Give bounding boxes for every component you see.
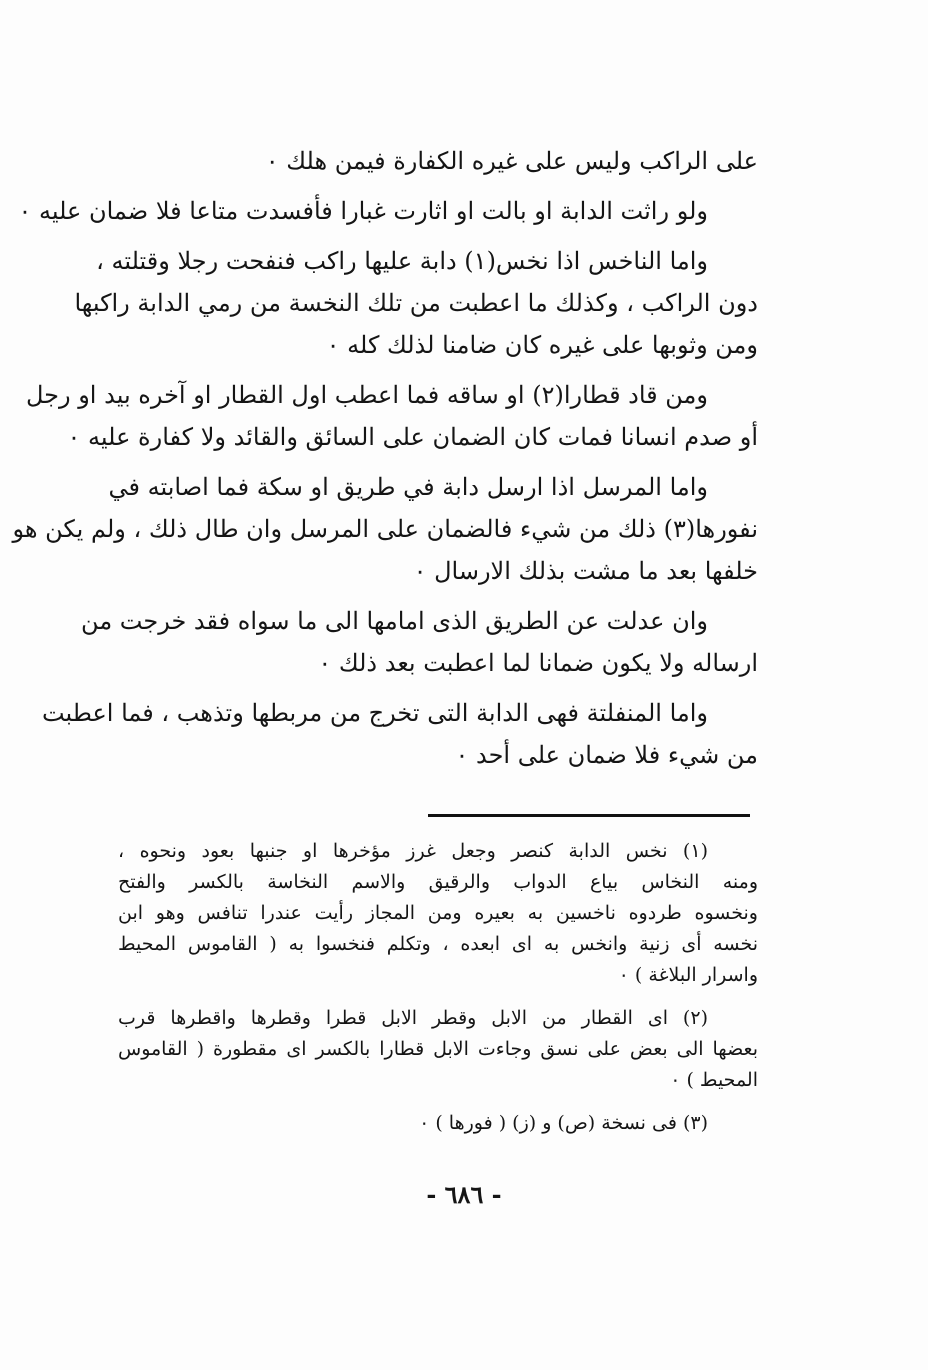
footnote-line: واسرار البلاغة ) ٠	[618, 964, 758, 986]
paragraph	[25, 374, 758, 458]
text-line: واما المرسل اذا ارسل دابة في طريق او سكة فما اصابته في	[108, 473, 708, 501]
text-line: ومن قاد قطارا(٢) او ساقه فما اعطب اول القطار او آخره بيد او رجل	[25, 381, 708, 409]
text-line: على الراكب وليس على غيره الكفارة فيمن هلك ٠	[265, 147, 758, 175]
footnote	[118, 1003, 758, 1096]
main-text	[12, 140, 758, 776]
text-line: ومن وثوبها على غيره كان ضامنا لذلك كله ٠	[326, 331, 758, 359]
footnotes	[118, 836, 758, 1139]
page-number: - ٦٨٦ -	[426, 1180, 502, 1209]
text-line: وان عدلت عن الطريق الذى امامها الى ما سواه فقد خرجت من	[81, 607, 708, 635]
text-line: ولو راثت الدابة او بالت او اثارت غبارا فأفسدت متاعا فلا ضمان عليه ٠	[18, 197, 708, 225]
footnote-line: نخسه أى زنية وانخس به اى ابعده ، وتكلم فنخسوا به ( القاموس المحيط	[118, 933, 758, 955]
text-line: واما الناخس اذا نخس(١) دابة عليها راكب فنفحت رجلا وقتلته ،	[96, 247, 708, 275]
paragraph	[12, 466, 758, 592]
footnote	[118, 1108, 758, 1139]
text-line: دون الراكب ، وكذلك ما اعطبت من تلك النخسة من رمي الدابة راكبها	[74, 289, 758, 317]
footnote-line: ومنه النخاس بياع الدواب والرقيق والاسم النخاسة بالكسر والفتح	[118, 871, 758, 893]
footnote	[118, 836, 758, 991]
text-line: من شيء فلا ضمان على أحد ٠	[455, 741, 758, 769]
paragraph	[18, 190, 758, 232]
text-line: واما المنفلتة فهى الدابة التى تخرج من مربطها وتذهب ، فما اعطبت	[41, 699, 708, 727]
text-line: نفورها(٣) ذلك من شيء فالضمان على المرسل وان طال ذلك ، ولم يكن هو	[12, 515, 758, 543]
paragraph	[81, 600, 758, 684]
paragraph	[118, 140, 758, 182]
footnote-line: المحيط ) ٠	[670, 1069, 758, 1091]
paragraph	[41, 692, 758, 776]
footnote-line: (١) نخس الدابة كنصر وجعل غرز مؤخرها او جنبها بعود ونحوه ،	[118, 840, 708, 862]
text-line: خلفها بعد ما مشت بذلك الارسال ٠	[413, 557, 758, 585]
footnote-line: بعضها الى بعض على نسق وجاءت الابل قطارا بالكسر اى مقطورة ( القاموس	[118, 1038, 758, 1060]
footnote-line: (٣) فى نسخة (ص) و (ز) ( فورها ) ٠	[419, 1112, 708, 1134]
footnote-divider	[428, 814, 750, 817]
text-line: أو صدم انسانا فمات كان الضمان على السائق والقائد ولا كفارة عليه ٠	[67, 423, 758, 451]
footnote-line: (٢) اى القطار من الابل وقطر الابل قطرا وقطرها واقطرها قرب	[118, 1007, 708, 1029]
footnote-line: ونخسوه طردوه ناخسين به بعيره ومن المجاز رأيت عندرا تنافس وهو ابن	[118, 902, 758, 924]
text-line: ارساله ولا يكون ضمانا لما اعطبت بعد ذلك ٠	[318, 649, 758, 677]
paragraph	[74, 240, 758, 366]
